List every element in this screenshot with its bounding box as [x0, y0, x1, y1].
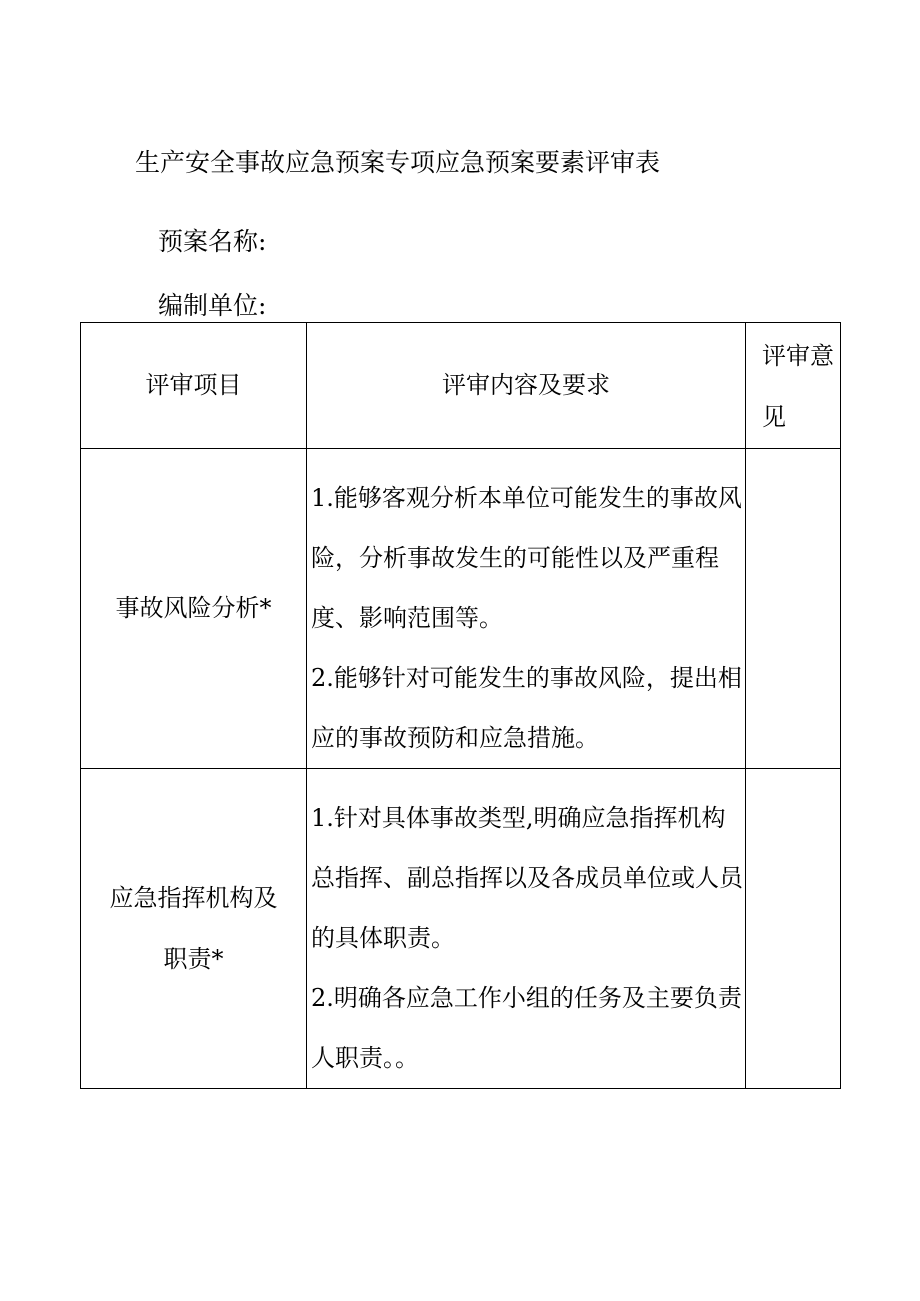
table-row	[81, 769, 841, 1089]
plan-name-label: 预案名称:	[158, 227, 267, 256]
review-item-name-line: 应急指挥机构及	[109, 883, 278, 912]
compiling-unit-label: 编制单位:	[158, 291, 267, 320]
review-item-cell	[81, 449, 307, 769]
header-review-content: 评审内容及要求	[307, 323, 746, 449]
review-item-cell	[81, 769, 307, 1089]
review-table	[80, 322, 841, 1089]
requirement-text: 2.明确各应急工作小组的任务及主要负责人职责。。	[311, 984, 742, 1072]
requirement-text: 2.能够针对可能发生的事故风险，提出相应的事故预防和应急措施。	[311, 664, 742, 752]
review-content-cell	[307, 769, 746, 1089]
header-review-item: 评审项目	[81, 323, 307, 449]
header-review-opinion: 评审意见	[746, 323, 841, 449]
review-opinion-cell[interactable]	[746, 449, 841, 769]
review-content-cell	[307, 449, 746, 769]
review-opinion-cell[interactable]	[746, 769, 841, 1089]
review-item-name	[110, 868, 278, 990]
requirement-text: 1.针对具体事故类型,明确应急指挥机构总指挥、副总指挥以及各成员单位或人员的具体职责。	[311, 804, 743, 952]
document-title: 生产安全事故应急预案专项应急预案要素评审表	[135, 148, 661, 177]
table-header-row	[81, 323, 841, 449]
requirement-text: 1.能够客观分析本单位可能发生的事故风险，分析事故发生的可能性以及严重程度、影响范围等。	[311, 484, 742, 632]
review-item-name: 事故风险分析*	[115, 594, 272, 622]
review-item-name-line: 职责*	[163, 944, 224, 973]
table-row	[81, 449, 841, 769]
